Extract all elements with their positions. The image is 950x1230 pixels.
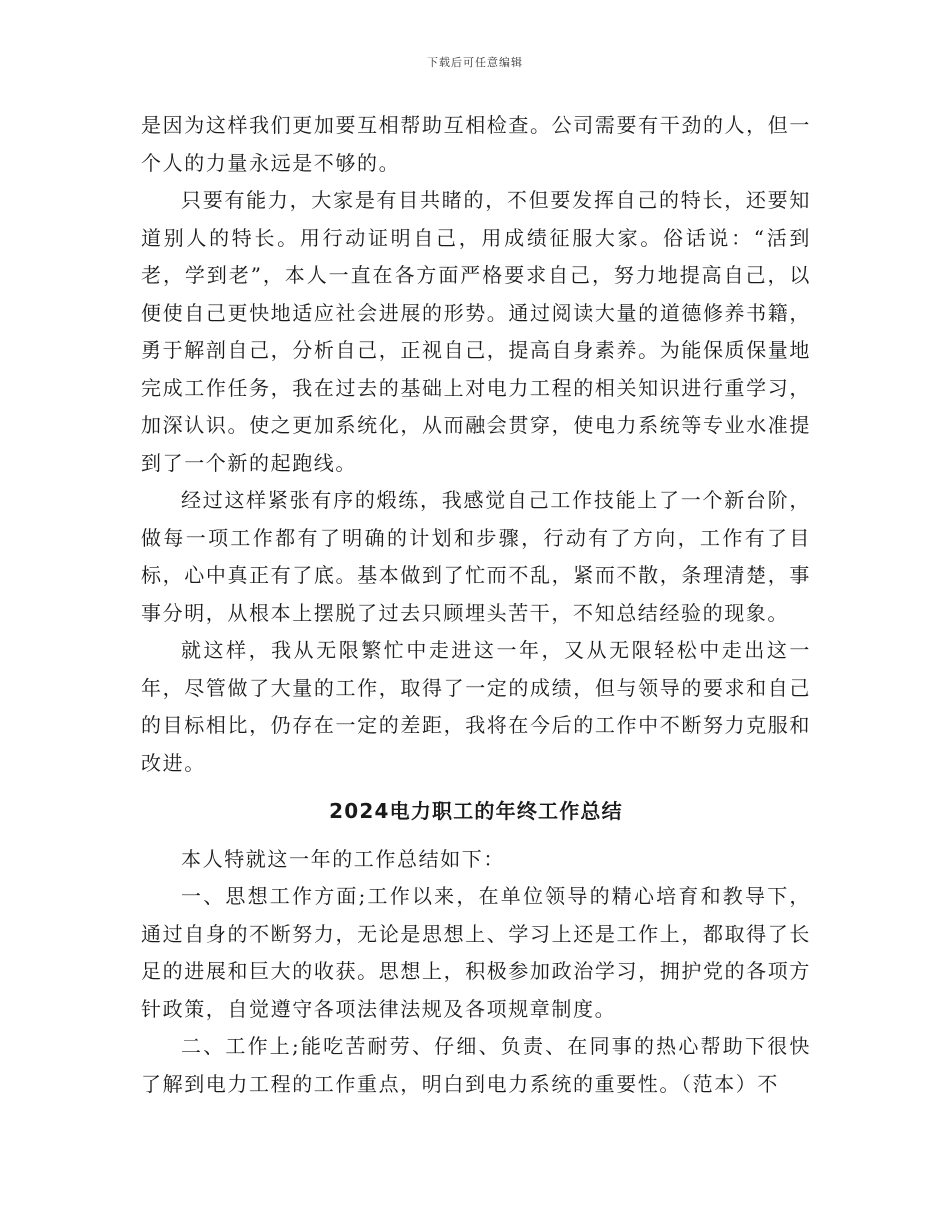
document-body: [141, 107, 811, 1103]
paragraph-intro: 本人特就这一年的工作总结如下：: [181, 846, 505, 871]
paragraph-ability: 只要有能力，大家是有目共睹的，不但要发挥自己的特长，还要知道别人的特长。用行动证明自己，用成绩征服大家。俗话说：“活到老，学到老”，本人一直在各方面严格要求自己，努力地提高自己，以便使自己更快地适应社会进展的形势。通过阅读大量的道德修养书籍，勇于解剖自己，分析自己，正视自己，提高自身素养。为能保质保量地完成工作任务，我在过去的基础上对电力工程的相关知识进行重学习，加深认识。使之更加系统化，从而融会贯穿，使电力系统等专业水准提到了一个新的起跑线。: [141, 188, 811, 475]
paragraph-continuation: 是因为这样我们更加要互相帮助互相检查。公司需要有干劲的人，但一个人的力量永远是不够的。: [141, 113, 811, 175]
page-header-note: 下载后可任意编辑: [427, 56, 523, 69]
section-title: 2024电力职工的年终工作总结: [329, 799, 623, 823]
paragraph-work: 二、工作上;能吃苦耐劳、仔细、负责、在同事的热心帮助下很快了解到电力工程的工作重点，明白到电力系统的重要性。（范本）不: [141, 1034, 811, 1096]
paragraph-thought-work: 一、思想工作方面;工作以来，在单位领导的精心培育和教导下，通过自身的不断努力，无论是思想上、学习上还是工作上，都取得了长足的进展和巨大的收获。思想上，积极参加政治学习，拥护党的各项方针政策，自觉遵守各项法律法规及各项规章制度。: [141, 884, 811, 1021]
paragraph-conclusion: 就这样，我从无限繁忙中走进这一年，又从无限轻松中走出这一年，尽管做了大量的工作，取得了一定的成绩，但与领导的要求和自己的目标相比，仍存在一定的差距，我将在今后的工作中不断努力克服和改进。: [141, 638, 811, 775]
paragraph-training: 经过这样紧张有序的煅练，我感觉自己工作技能上了一个新台阶，做每一项工作都有了明确的计划和步骤，行动有了方向，工作有了目标，心中真正有了底。基本做到了忙而不乱，紧而不散，条理清楚，事事分明，从根本上摆脱了过去只顾埋头苦干，不知总结经验的现象。: [141, 488, 811, 625]
